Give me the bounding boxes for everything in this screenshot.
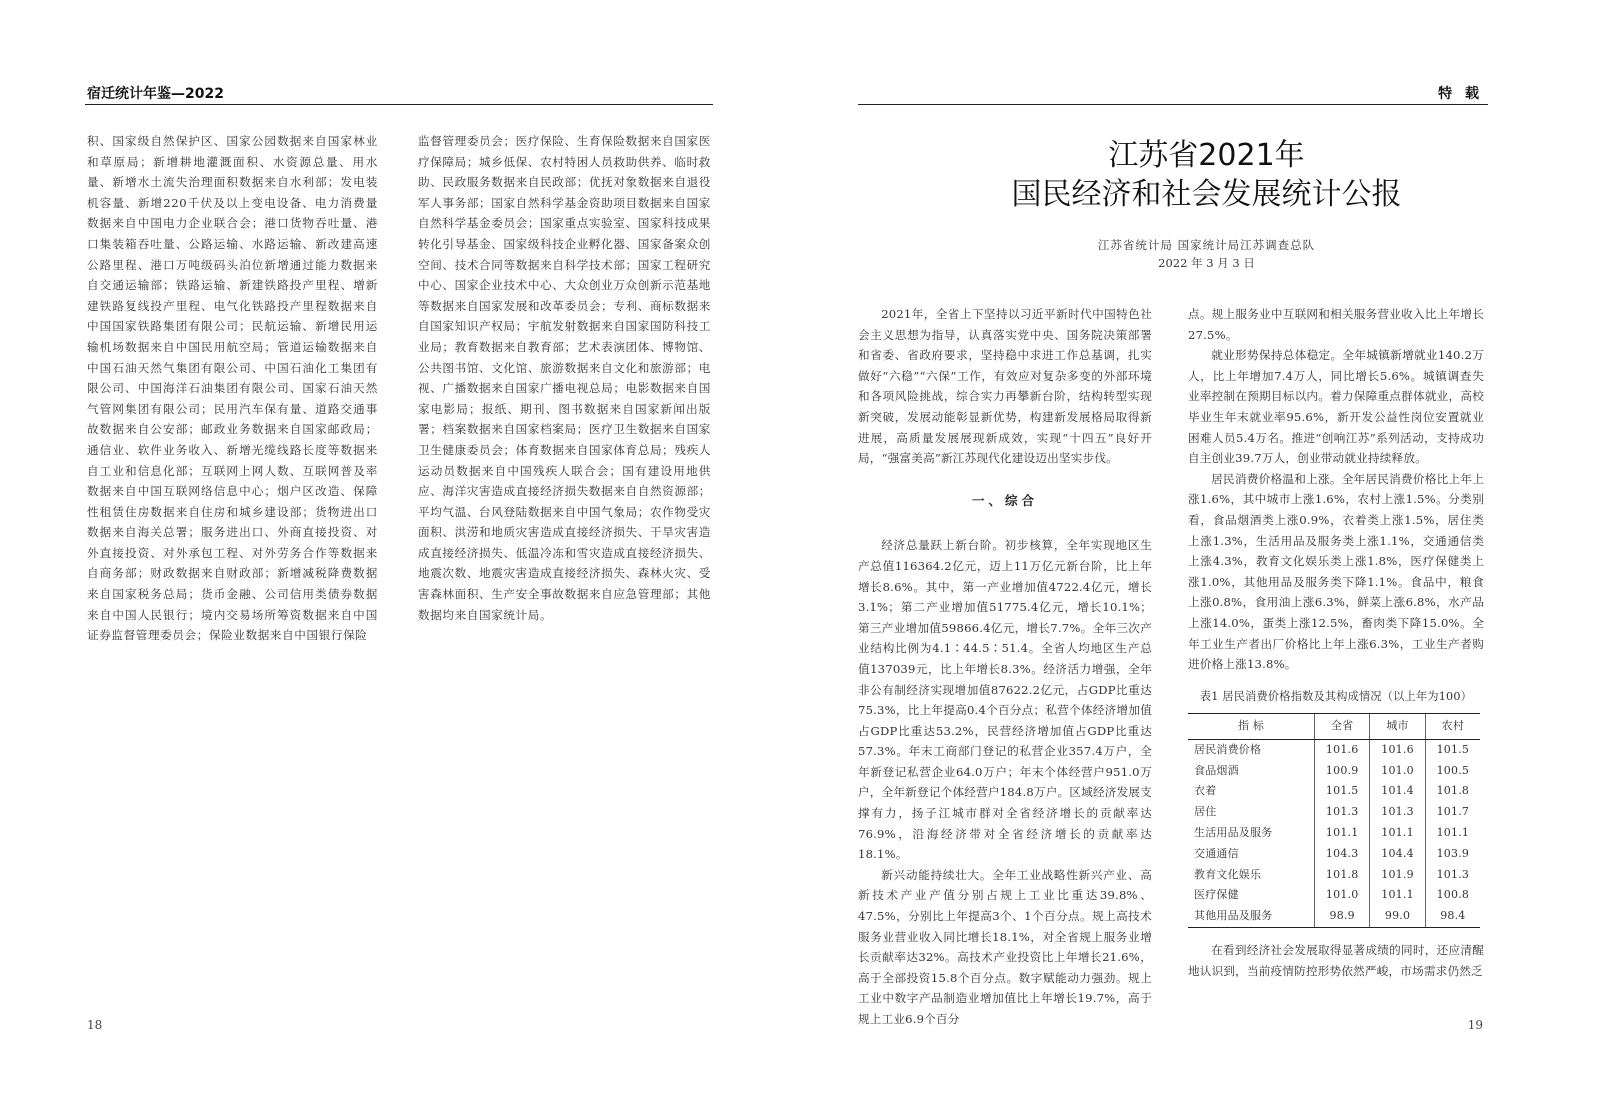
cell-province: 101.1 [1315,823,1370,844]
cell-province: 101.8 [1315,865,1370,886]
cell-province: 98.9 [1315,906,1370,927]
right-column-2 [1188,304,1484,981]
running-head-right: 特 载 [1438,86,1483,102]
paragraph-employment: 就业形势保持总体稳定。全年城镇新增就业140.2万人，比上年增加7.4万人，同比增长5.6%。城镇调查失业率控制在预期目标以内。着力保障重点群体就业，高校毕业生年末就业率95.6%，新开发公益性岗位安置就业困难人员5.4万名。推进“创响江苏”系列活动，支持成功自主创业39.7万人，创业带动就业持续释放。 [1188,348,1484,466]
cell-rural: 100.8 [1425,885,1480,906]
right-page [804,0,1609,1099]
row-label: 其他用品及服务 [1188,906,1315,927]
paragraph-economy: 经济总量跃上新台阶。初步核算，全年实现地区生产总值116364.2亿元，迈上11万亿元新台阶，比上年增长8.6%。其中，第一产业增加值4722.4亿元，增长3.1%；第二产业增加值51775.4亿元，增长10.1%；第三产业增加值59866.4亿元，增长7.7%。全年三次产业结构比例为4.1∶44.5∶51.4。全省人均地区生产总值137039元，比上年增长8.3%。经济活力增强，全年非公有制经济实现增加值87622.2亿元，占GDP比重达75.3%，比上年提高0.4个百分点；私营个体经济增加值占GDP比重达53.2%，民营经济增加值占GDP比重达57.3%。年末工商部门登记的私营企业357.4万户，全年新登记私营企业64.0万户；年末个体经营户951.0万户，全年新登记个体经营户184.8万户。区域经济发展支撑有力，扬子江城市群对全省经济增长的贡献率达76.9%，沿海经济带对全省经济增长的贡献率达18.1%。 [858,538,1152,862]
table-header-rural: 农村 [1425,714,1480,740]
table-header-indicator: 指 标 [1188,714,1315,740]
cell-city: 101.9 [1370,865,1425,886]
left-page [0,0,804,1099]
cell-rural: 100.5 [1425,761,1480,782]
row-label: 教育文化娱乐 [1194,867,1262,881]
table-header-city: 城市 [1370,714,1425,740]
running-head-left: 宿迁统计年鉴—2022 [87,86,224,102]
paragraph-outlook: 在看到经济社会发展取得显著成绩的同时，还应清醒地认识到，当前疫情防控形势依然严峻，市场需求仍然乏 [1188,943,1484,978]
section-heading: 一、综合 [971,492,1038,508]
cell-city: 101.6 [1370,739,1425,760]
byline: 江苏省统计局 国家统计局江苏调查总队 [1097,238,1316,252]
left-column-1 [87,131,378,646]
cell-city: 101.0 [1370,761,1425,782]
paragraph-prices: 居民消费价格温和上涨。全年居民消费价格比上年上涨1.6%，其中城市上涨1.6%，农村上涨1.5%。分类别看，食品烟酒类上涨0.9%，衣着类上涨1.5%，居住类上涨1.3%，生活用品及服务类上涨1.1%，交通通信类上涨4.3%，教育文化娱乐类上涨1.8%，医疗保健类上涨1.0%，其他用品及服务类下降1.1%。食品中，粮食上涨0.8%，食用油上涨6.3%，鲜菜上涨6.8%，水产品上涨14.0%，蛋类上涨12.5%，畜肉类下降15.0%。全年工业生产者出厂价格比上年上涨6.3%，工业生产者购进价格上涨13.8%。 [1188,471,1484,672]
paragraph-new-momentum: 新兴动能持续壮大。全年工业战略性新兴产业、高新技术产业产值分别占规上工业比重达39.8%、47.5%，分别比上年提高3个、1个百分点。规上高技术服务业营业收入同比增长18.1%，对全省规上服务业增长贡献率达32%。高技术产业投资比上年增长21.6%，高于全部投资15.8个百分点。数字赋能动力强劲。规上工业中数字产品制造业增加值比上年增长19.7%，高于规上工业6.9个百分 [858,867,1152,1026]
header-rule-right [858,104,1488,105]
publish-date: 2022 年 3 月 3 日 [1158,256,1255,270]
cell-province: 101.3 [1315,802,1370,823]
table-row [1188,761,1480,782]
title-line-1: 江苏省2021年 [1108,138,1305,173]
left-column-2 [418,131,711,625]
table-caption: 表1 居民消费价格指数及其构成情况（以上年为100） [1199,689,1473,703]
table-row [1188,885,1480,906]
paragraph-continued: 点。规上服务业中互联网和相关服务营业收入比上年增长27.5%。 [1188,307,1484,342]
row-label: 生活用品及服务 [1194,826,1273,840]
cell-province: 101.6 [1315,739,1370,760]
row-label: 医疗保健 [1194,888,1239,902]
cell-city: 101.4 [1370,781,1425,802]
table-header-province: 全省 [1315,714,1370,740]
title-line-2: 国民经济和社会发展统计公报 [1011,177,1402,212]
cell-city: 101.1 [1370,885,1425,906]
table-row [1188,865,1480,886]
row-label: 居民消费价格 [1194,742,1262,756]
table-row [1188,802,1480,823]
cell-province: 100.9 [1315,761,1370,782]
cell-city: 99.0 [1370,906,1425,927]
right-column-1 [858,304,1152,1030]
cell-city: 101.3 [1370,802,1425,823]
intro-paragraph: 2021年，全省上下坚持以习近平新时代中国特色社会主义思想为指导，认真落实党中央、国务院决策部署和省委、省政府要求，坚持稳中求进工作总基调，扎实做好“六稳”“六保”工作，有效应对复杂多变的外部环境和各项风险挑战，综合实力再攀新台阶，结构转型实现新突破，发展动能彰显新优势，构建新发展格局取得新进展，高质量发展展现新成效，实现“十四五”良好开局，“强富美高”新江苏现代化建设迈出坚实步伐。 [858,307,1152,466]
table-row [1188,906,1480,927]
cell-province: 101.0 [1315,885,1370,906]
row-label: 食品烟酒 [1194,763,1239,777]
cell-city: 104.4 [1370,844,1425,865]
table-row [1188,844,1480,865]
row-label: 衣着 [1194,784,1217,798]
header-rule-left [85,104,713,105]
sources-text-col1: 积、国家级自然保护区、国家公园数据来自国家林业和草原局；新增耕地灌溉面积、水资源总量、用水量、新增水土流失治理面积数据来自水利部；发电装机容量、新增220千伏及以上变电设备、电力消费量数据来自中国电力企业联合会；港口货物吞吐量、港口集装箱吞吐量、公路运输、水路运输、新改建高速公路里程、港口万吨级码头泊位新增通过能力数据来自交通运输部；铁路运输、新建铁路投产里程、增新建铁路复线投产里程、电气化铁路投产里程数据来自中国国家铁路集团有限公司；民航运输、新增民用运输机场数据来自中国民用航空局；管道运输数据来自中国石油天然气集团有限公司、中国石油化工集团有限公司、中国海洋石油集团有限公司、国家石油天然气管网集团有限公司；民用汽车保有量、道路交通事故数据来自公安部；邮政业务数据来自国家邮政局；通信业、软件业务收入、新增光缆线路长度等数据来自工业和信息化部；互联网上网人数、互联网普及率数据来自中国互联网络信息中心；烟户区改造、保障性租赁住房数据来自住房和城乡建设部；货物进出口数据来自海关总署；服务进出口、外商直接投资、对外直接投资、对外承包工程、对外劳务合作等数据来自商务部；财政数据来自财政部；新增减税降费数据来自国家税务总局；货币金融、公司信用类债券数据来自中国人民银行；境内交易场所筹资数据来自中国证券监督管理委员会；保险业数据来自中国银行保险 [87,134,378,643]
row-label: 居住 [1194,805,1217,819]
cell-province: 101.5 [1315,781,1370,802]
table-row [1188,823,1480,844]
cell-rural: 98.4 [1425,906,1480,927]
cell-rural: 101.7 [1425,802,1480,823]
table-row [1188,739,1480,760]
cell-rural: 101.1 [1425,823,1480,844]
cell-city: 101.1 [1370,823,1425,844]
cpi-table [1188,713,1480,928]
cell-rural: 101.3 [1425,865,1480,886]
cell-province: 104.3 [1315,844,1370,865]
table-header-row [1188,714,1480,740]
row-label: 交通通信 [1194,846,1239,860]
cell-rural: 101.8 [1425,781,1480,802]
sources-text-col2: 监督管理委员会；医疗保险、生育保险数据来自国家医疗保障局；城乡低保、农村特困人员救助供养、临时救助、民政服务数据来自民政部；优抚对象数据来自退役军人事务部；国家自然科学基金资助项目数据来自国家自然科学基金委员会；国家重点实验室、国家科技成果转化引导基金、国家级科技企业孵化器、国家备案众创空间、技术合同等数据来自科学技术部；国家工程研究中心、国家企业技术中心、大众创业万众创新示范基地等数据来自国家发展和改革委员会；专利、商标数据来自国家知识产权局；宇航发射数据来自国家国防科技工业局；教育数据来自教育部；艺术表演团体、博物馆、公共图书馆、文化馆、旅游数据来自文化和旅游部；电视、广播数据来自国家广播电视总局；电影数据来自国家电影局；报纸、期刊、图书数据来自国家新闻出版署；档案数据来自国家档案局；医疗卫生数据来自国家卫生健康委员会；体育数据来自国家体育总局；残疾人运动员数据来自中国残疾人联合会；国有建设用地供应、海洋灾害造成直接经济损失数据来自自然资源部；平均气温、台风登陆数据来自中国气象局；农作物受灾面积、洪涝和地质灾害造成直接经济损失、干旱灾害造成直接经济损失、低温冷冻和雪灾造成直接经济损失、地震次数、地震灾害造成直接经济损失、森林火灾、受害森林面积、生产安全事故数据来自应急管理部；其他数据均来自国家统计局。 [418,134,711,622]
cell-rural: 101.5 [1425,739,1480,760]
table-row [1188,781,1480,802]
cell-rural: 103.9 [1425,844,1480,865]
page-number-left: 18 [87,1018,103,1032]
page-number-right: 19 [1467,1018,1483,1032]
